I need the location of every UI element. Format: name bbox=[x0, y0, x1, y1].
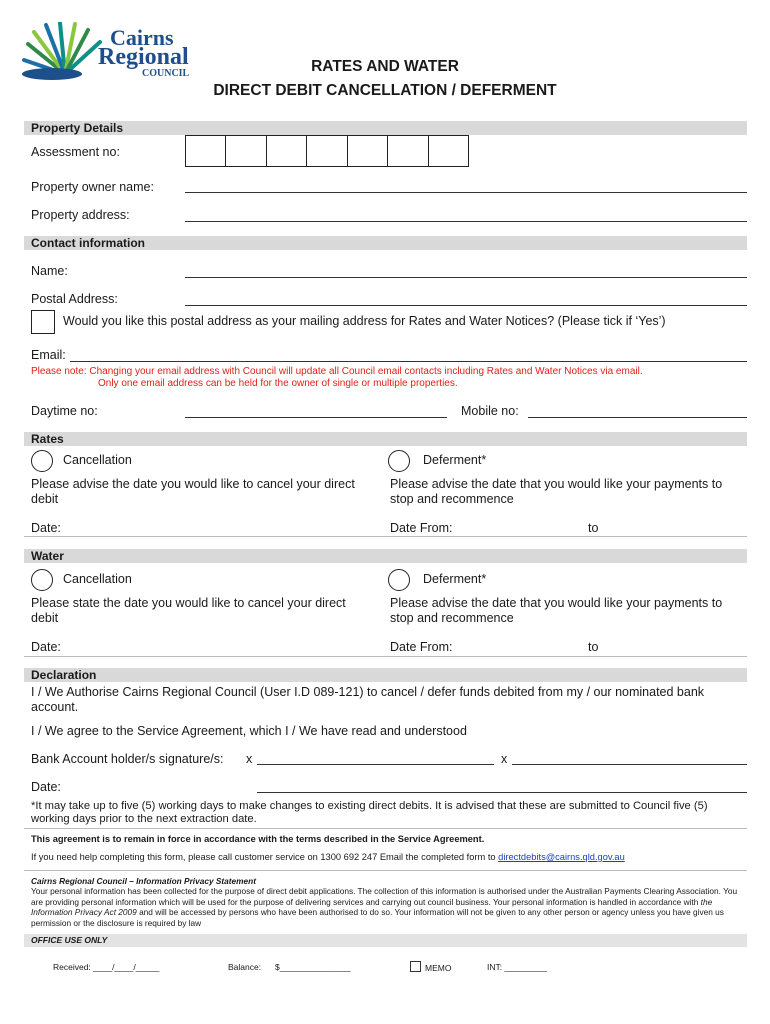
water-date-from-label: Date From: bbox=[390, 640, 453, 654]
agreement-in-force-note: This agreement is to remain in force in accordance with the terms described in the Service Agreement. bbox=[31, 834, 485, 844]
digit-box[interactable] bbox=[388, 136, 428, 166]
agreement-statement: I / We agree to the Service Agreement, which I / We have read and understood bbox=[31, 724, 467, 738]
int-field: INT: _________ bbox=[487, 962, 548, 972]
rates-to-label: to bbox=[588, 521, 599, 535]
digit-box[interactable] bbox=[226, 136, 266, 166]
digit-box[interactable] bbox=[186, 136, 226, 166]
rates-date-from-label: Date From: bbox=[390, 521, 453, 535]
owner-name-label: Property owner name: bbox=[31, 180, 154, 194]
email-note-line1: Please note: Changing your email address with Council will update all Council email contacts including Rates and Water Notices via email. bbox=[31, 366, 643, 377]
rates-cancellation-radio[interactable] bbox=[31, 450, 53, 472]
memo-checkbox[interactable] bbox=[410, 961, 421, 972]
section-office-use bbox=[24, 934, 747, 947]
rates-deferment-radio[interactable] bbox=[388, 450, 410, 472]
logo-text-council: COUNCIL bbox=[142, 68, 190, 79]
working-days-note: *It may take up to five (5) working days to make changes to existing direct debits. It is advised that these are submitted to Council five (5) working days prior to the next extraction date. bbox=[31, 800, 708, 825]
divider bbox=[24, 656, 747, 657]
help-text-prefix: If you need help completing this form, please call customer service on 1300 692 247 Email the completed form to bbox=[31, 852, 499, 862]
authorise-statement: I / We Authorise Cairns Regional Council (User I.D 089-121) to cancel / defer funds debited from my / our nominated bank account. bbox=[31, 685, 705, 714]
rates-deferment-label: Deferment* bbox=[423, 453, 487, 467]
name-field[interactable] bbox=[185, 277, 747, 278]
section-water bbox=[24, 549, 747, 563]
assessment-label: Assessment no: bbox=[31, 145, 120, 159]
water-defer-instructions: Please advise the date that you would like your payments to stop and recommence bbox=[390, 596, 723, 625]
rates-date-label: Date: bbox=[31, 521, 61, 535]
rates-cancellation-label: Cancellation bbox=[63, 453, 132, 467]
rates-defer-instructions: Please advise the date that you would like your payments to stop and recommence bbox=[390, 477, 723, 506]
mailing-address-checkbox[interactable] bbox=[31, 310, 55, 334]
logo-text-cairns: Cairns bbox=[110, 25, 174, 50]
privacy-act-name: the Information Privacy Act 2009 bbox=[31, 896, 713, 917]
property-address-field[interactable] bbox=[185, 221, 747, 222]
rates-cancel-instructions: Please advise the date you would like to cancel your direct debit bbox=[31, 477, 355, 506]
privacy-text-b: and will be accessed by persons who have been authorised to do so. Your information will not be given to any other person or agency unless you have given us permission or the disclosure is required by law bbox=[31, 907, 724, 928]
digit-box[interactable] bbox=[307, 136, 347, 166]
water-to-label: to bbox=[588, 640, 599, 654]
water-cancellation-radio[interactable] bbox=[31, 569, 53, 591]
owner-name-field[interactable] bbox=[185, 192, 747, 193]
section-heading: Property Details bbox=[31, 121, 124, 135]
signature-x-1: x bbox=[246, 752, 253, 766]
digit-box[interactable] bbox=[429, 136, 468, 166]
section-heading: Declaration bbox=[31, 668, 97, 682]
daytime-label: Daytime no: bbox=[31, 404, 98, 418]
privacy-text-a: Your personal information has been collected for the purpose of direct debit applications. The collection of this information is authorised under the Australian Payments Clearing Association. You are providing personal information which will be used for the purpose of delivering services and carrying out council business. Your personal information is handled in accordance with bbox=[31, 886, 738, 907]
email-link[interactable]: directdebits@cairns.qld.gov.au bbox=[498, 852, 625, 862]
divider bbox=[24, 536, 747, 537]
water-cancel-instructions: Please state the date you would like to cancel your direct debit bbox=[31, 596, 346, 625]
privacy-heading: Cairns Regional Council – Information Privacy Statement bbox=[31, 876, 256, 886]
postal-address-label: Postal Address: bbox=[31, 292, 118, 306]
water-deferment-label: Deferment* bbox=[423, 572, 487, 586]
signature-label: Bank Account holder/s signature/s: bbox=[31, 752, 224, 766]
email-note-line2: Only one email address can be held for the owner of single or multiple properties. bbox=[98, 378, 458, 389]
balance-label: Balance: bbox=[228, 962, 262, 972]
name-label: Name: bbox=[31, 264, 68, 278]
property-address-label: Property address: bbox=[31, 208, 130, 222]
mobile-phone-field[interactable] bbox=[528, 417, 747, 418]
water-date-label: Date: bbox=[31, 640, 61, 654]
section-heading: Water bbox=[31, 549, 64, 563]
water-cancellation-label: Cancellation bbox=[63, 572, 132, 586]
email-label: Email: bbox=[31, 348, 66, 362]
section-heading: Contact information bbox=[31, 236, 145, 250]
section-declaration bbox=[24, 668, 747, 682]
email-field[interactable] bbox=[70, 361, 747, 362]
form-subtitle: DIRECT DEBIT CANCELLATION / DEFERMENT bbox=[213, 82, 557, 99]
signature-x-2: x bbox=[501, 752, 508, 766]
section-contact-information bbox=[24, 236, 747, 250]
logo-text-regional: Regional bbox=[98, 44, 189, 70]
section-heading: Rates bbox=[31, 432, 64, 446]
balance-field: $_______________ bbox=[275, 962, 351, 972]
divider bbox=[24, 870, 747, 871]
water-deferment-radio[interactable] bbox=[388, 569, 410, 591]
privacy-statement bbox=[31, 886, 747, 928]
declaration-date-field[interactable] bbox=[257, 792, 747, 793]
mailing-address-question: Would you like this postal address as your mailing address for Rates and Water Notices? (Please tick if ‘Yes’) bbox=[63, 314, 666, 328]
mobile-label: Mobile no: bbox=[461, 404, 519, 418]
section-property-details bbox=[24, 121, 747, 135]
help-text bbox=[31, 852, 625, 862]
section-rates bbox=[24, 432, 747, 446]
divider bbox=[24, 828, 747, 829]
postal-address-field[interactable] bbox=[185, 305, 747, 306]
signature-field-2[interactable] bbox=[512, 764, 747, 765]
daytime-phone-field[interactable] bbox=[185, 417, 447, 418]
declaration-date-label: Date: bbox=[31, 780, 61, 794]
form-title: RATES AND WATER bbox=[311, 58, 459, 75]
memo-label: MEMO bbox=[425, 963, 452, 973]
signature-field-1[interactable] bbox=[257, 764, 494, 765]
received-field: Received: ____/____/_____ bbox=[53, 962, 160, 972]
assessment-number-boxes[interactable] bbox=[185, 135, 469, 167]
digit-box[interactable] bbox=[348, 136, 388, 166]
section-heading: OFFICE USE ONLY bbox=[31, 935, 108, 945]
digit-box[interactable] bbox=[267, 136, 307, 166]
